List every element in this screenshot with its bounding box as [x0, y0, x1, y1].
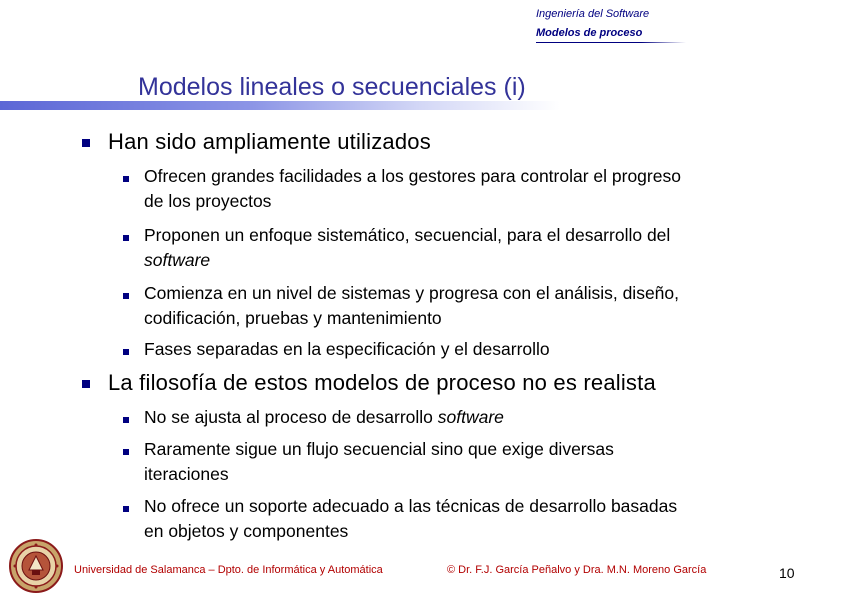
- slide-title: Modelos lineales o secuenciales (i): [138, 73, 526, 101]
- header-topic: Modelos de proceso: [536, 27, 643, 39]
- footer-institution: Universidad de Salamanca – Dpto. de Informática y Automática: [74, 564, 383, 576]
- sub-bullet-line: codificación, pruebas y mantenimiento: [144, 308, 442, 328]
- sub-bullet-line: iteraciones: [144, 464, 229, 484]
- square-bullet-icon: [123, 506, 129, 512]
- page-number: 10: [779, 565, 795, 581]
- sub-bullet-line: en objetos y componentes: [144, 521, 349, 541]
- square-bullet-icon: [82, 380, 90, 388]
- sub-bullet-line: Raramente sigue un flujo secuencial sino que exige diversas: [144, 439, 614, 459]
- sub-bullet-italic-text: software: [437, 407, 504, 427]
- square-bullet-icon: [123, 176, 129, 182]
- square-bullet-icon: [82, 139, 90, 147]
- sub-bullet-line: Comienza en un nivel de sistemas y progresa con el análisis, diseño,: [144, 283, 680, 303]
- square-bullet-icon: [123, 449, 129, 455]
- header-course: Ingeniería del Software: [536, 8, 650, 20]
- square-bullet-icon: [123, 349, 129, 355]
- footer-authors: © Dr. F.J. García Peñalvo y Dra. M.N. Moreno García: [447, 564, 707, 576]
- square-bullet-icon: [123, 235, 129, 241]
- sub-bullet-text: No se ajusta al proceso de desarrollo: [144, 407, 438, 427]
- sub-bullet-line: de los proyectos: [144, 191, 272, 211]
- bullet-heading-1: Han sido ampliamente utilizados: [108, 129, 431, 154]
- bullet-heading-2: La filosofía de estos modelos de proceso no es realista: [108, 370, 656, 395]
- sub-bullet-line: No ofrece un soporte adecuado a las técnicas de desarrollo basadas: [144, 496, 678, 516]
- square-bullet-icon: [123, 417, 129, 423]
- sub-bullet-line: Proponen un enfoque sistemático, secuencial, para el desarrollo del: [144, 225, 671, 245]
- sub-bullet-line: Fases separadas en la especificación y el desarrollo: [144, 339, 550, 359]
- sub-bullet-line-italic: software: [144, 250, 211, 270]
- university-seal-icon: [9, 539, 63, 593]
- square-bullet-icon: [123, 293, 129, 299]
- sub-bullet-line: [144, 405, 824, 430]
- sub-bullet-line: Ofrecen grandes facilidades a los gestores para controlar el progreso: [144, 166, 681, 186]
